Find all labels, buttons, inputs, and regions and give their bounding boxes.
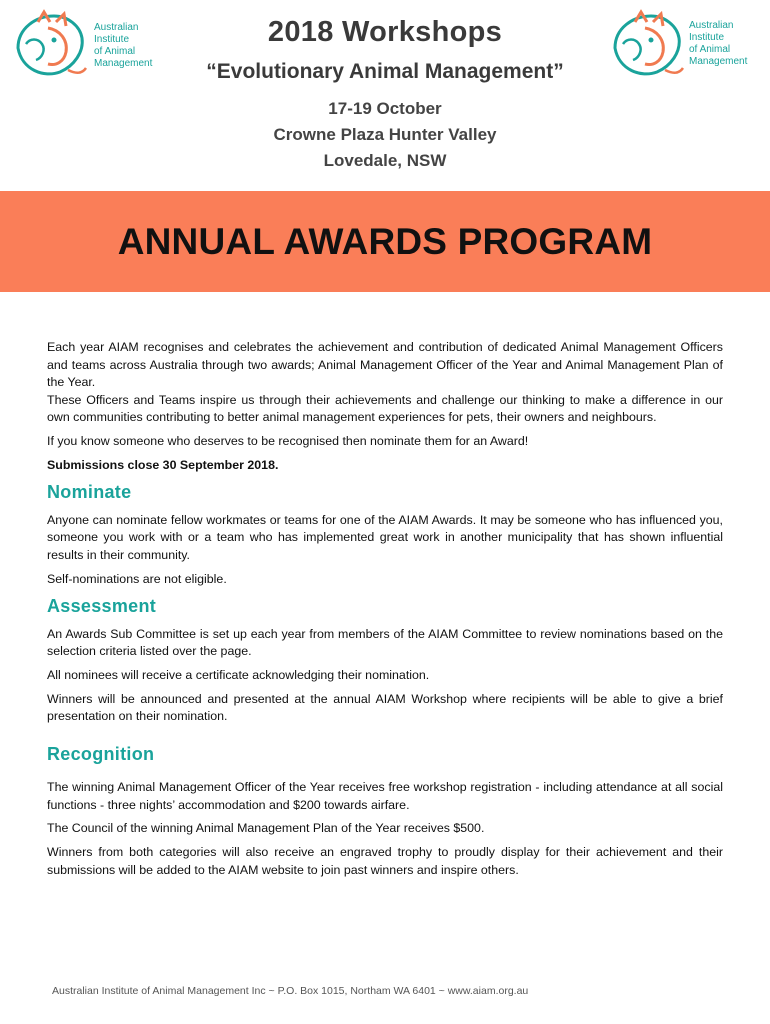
awards-banner (0, 191, 770, 292)
logo-line: Management (689, 56, 748, 67)
logo-line: Australian (689, 20, 734, 31)
event-venue: Crowne Plaza Hunter Valley (273, 125, 497, 144)
main-content (47, 339, 723, 885)
page-title: 2018 Workshops (267, 16, 503, 48)
nominate-paragraph: Anyone can nominate fellow workmates or teams for one of the AIAM Awards. It may be someone who has influenced you, someone you work with or a team who has implemented great work in another municipality that has shown influential results in their community. (47, 512, 723, 562)
nominate-heading: Nominate (47, 482, 132, 503)
page-footer: Australian Institute of Animal Management Inc ~ P.O. Box 1015, Northam WA 6401 ~ www.aiam.org.au (52, 985, 529, 997)
logo-line: Institute (94, 34, 130, 45)
event-dates: 17-19 October (328, 99, 442, 118)
intro-paragraph: These Officers and Teams inspire us through their achievements and challenge our thinking to make a difference in our own communities contributing to better animal management experiences for pets, their owners and neighbours. (47, 392, 723, 425)
logo-line: Management (94, 58, 153, 69)
recognition-paragraph: The Council of the winning Animal Management Plan of the Year receives $500. (47, 821, 485, 836)
event-location: Lovedale, NSW (323, 151, 447, 170)
logo-line: Institute (689, 32, 725, 43)
workshop-subtitle: “Evolutionary Animal Management” (206, 60, 564, 83)
assessment-paragraph: Winners will be announced and presented at the annual AIAM Workshop where recipients will be able to give a brief presentation on their nomination. (47, 691, 723, 724)
nominate-paragraph: Self-nominations are not eligible. (47, 571, 227, 586)
assessment-paragraph: All nominees will receive a certificate acknowledging their nomination. (47, 667, 430, 682)
submission-deadline: Submissions close 30 September 2018. (47, 457, 279, 472)
recognition-paragraph: Winners from both categories will also receive an engraved trophy to proudly display for their achievement and their submissions will be added to the AIAM website to join past winners and inspire others. (47, 845, 723, 877)
logo-line: of Animal (689, 44, 731, 55)
assessment-paragraph: An Awards Sub Committee is set up each year from members of the AIAM Committee to review nominations based on the selection criteria listed over the page. (47, 626, 723, 659)
intro-paragraph: If you know someone who deserves to be recognised then nominate them for an Award! (47, 433, 529, 448)
banner-title: ANNUAL AWARDS PROGRAM (117, 220, 653, 262)
event-info (0, 96, 770, 174)
recognition-heading: Recognition (47, 743, 155, 764)
recognition-paragraph: The winning Animal Management Officer of the Year receives free workshop registration - including attendance at all social functions - three nights’ accommodation and $200 towards airfare. (47, 780, 723, 812)
intro-paragraph: Each year AIAM recognises and celebrates the achievement and contribution of dedicated Animal Management Officers and teams across Australia through two awards; Animal Management Officer of the Year and Animal Management Plan of the Year. (47, 340, 723, 390)
logo-line: Australian (94, 22, 139, 33)
assessment-heading: Assessment (47, 596, 157, 617)
logo-line: of Animal (94, 46, 136, 57)
